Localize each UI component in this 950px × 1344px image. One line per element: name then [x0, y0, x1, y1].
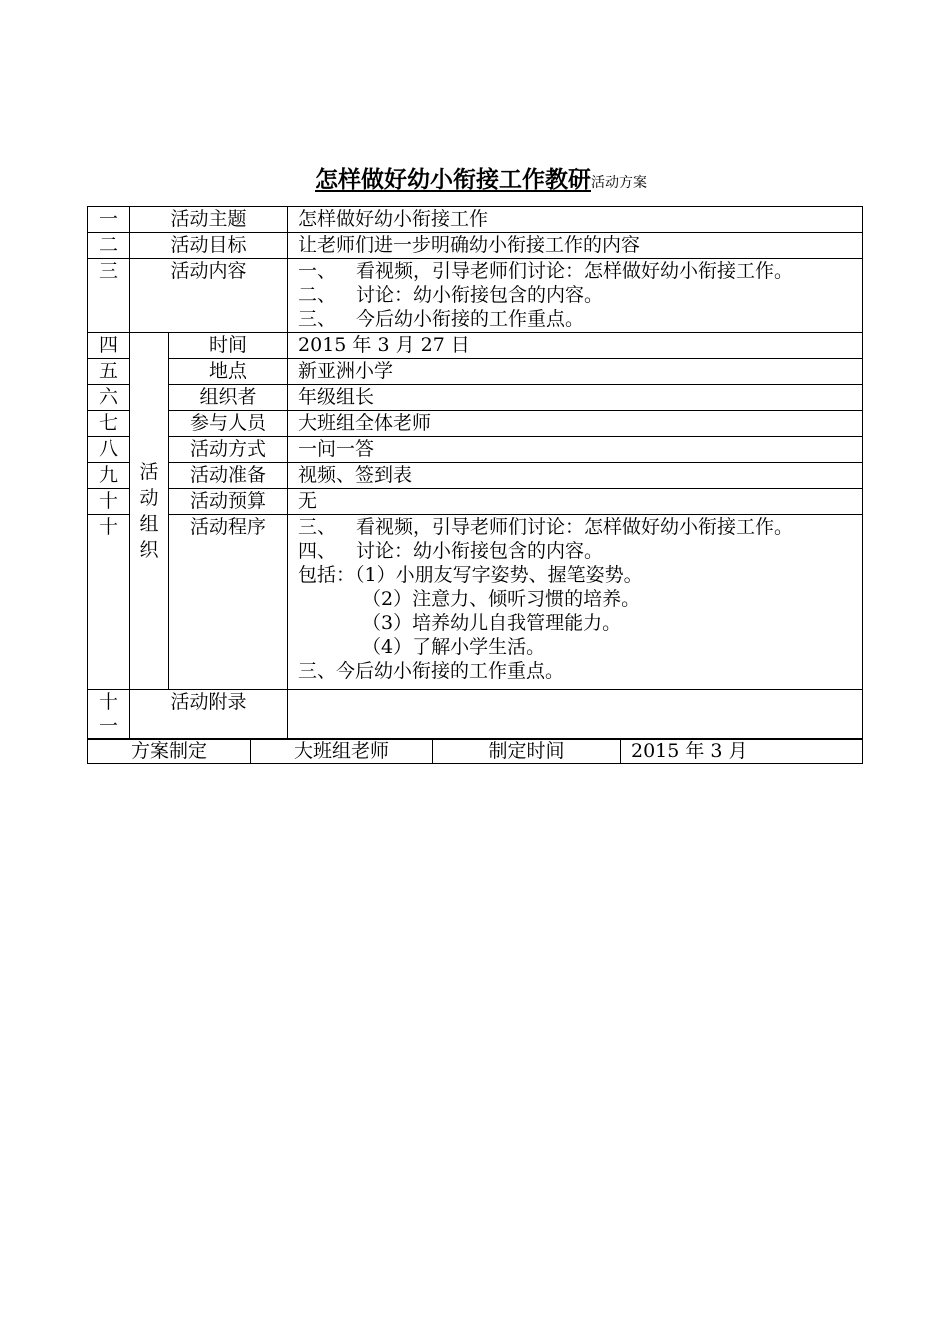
procedure-content	[288, 515, 863, 690]
row-label: 地点	[169, 359, 288, 385]
org-group-label: 活 动 组 织	[130, 333, 169, 690]
table-row	[88, 385, 863, 411]
title-sub: 活动方案	[591, 175, 647, 191]
table-row	[88, 515, 863, 690]
row-label: 活动准备	[169, 463, 288, 489]
list-item: 二、 讨论：幼小衔接包含的内容。	[298, 284, 604, 306]
row-content	[288, 690, 863, 740]
footer-table	[87, 738, 863, 764]
table-row	[88, 690, 863, 740]
list-item: 三、今后幼小衔接的工作重点。	[298, 660, 565, 682]
row-number: 六	[88, 385, 130, 411]
row-content: 新亚洲小学	[288, 359, 863, 385]
row-label: 时间	[169, 333, 288, 359]
row-content: 无	[288, 489, 863, 515]
row-label: 活动目标	[130, 233, 288, 259]
row-number: 一	[88, 207, 130, 233]
list-item: （2）注意力、倾听习惯的培养。	[362, 588, 641, 610]
table-row	[88, 411, 863, 437]
row-label: 活动主题	[130, 207, 288, 233]
plan-author-value: 大班组老师	[251, 739, 433, 764]
row-content: 2015 年 3 月 27 日	[288, 333, 863, 359]
row-number: 五	[88, 359, 130, 385]
row-number: 十 一	[88, 690, 130, 740]
table-row	[88, 437, 863, 463]
row-content: 年级组长	[288, 385, 863, 411]
row-number: 八	[88, 437, 130, 463]
list-item: 三、 今后幼小衔接的工作重点。	[298, 308, 585, 330]
table-row	[88, 333, 863, 359]
table-row	[88, 463, 863, 489]
row-number: 十	[88, 515, 130, 690]
document-title	[0, 166, 950, 197]
row-number: 九	[88, 463, 130, 489]
row-content: 让老师们进一步明确幼小衔接工作的内容	[288, 233, 863, 259]
row-number: 二	[88, 233, 130, 259]
list-item: 一、 看视频，引导老师们讨论：怎样做好幼小衔接工作。	[298, 260, 794, 282]
table-row	[88, 259, 863, 333]
plan-date-label: 制定时间	[433, 739, 621, 764]
list-item: 包括：（1）小朋友写字姿势、握笔姿势。	[298, 564, 643, 586]
row-content: 一问一答	[288, 437, 863, 463]
list-item: （3）培养幼儿自我管理能力。	[362, 612, 622, 634]
row-content	[288, 259, 863, 333]
row-number: 七	[88, 411, 130, 437]
row-label: 参与人员	[169, 411, 288, 437]
table-row	[88, 739, 863, 764]
list-item: （4）了解小学生活。	[362, 636, 546, 658]
list-item: 四、 讨论：幼小衔接包含的内容。	[298, 540, 604, 562]
plan-table	[87, 206, 863, 740]
row-content: 大班组全体老师	[288, 411, 863, 437]
row-label: 活动附录	[130, 690, 288, 740]
row-number: 四	[88, 333, 130, 359]
title-main: 怎样做好幼小衔接工作教研	[315, 166, 591, 193]
table-row	[88, 359, 863, 385]
row-label: 活动预算	[169, 489, 288, 515]
row-label: 活动方式	[169, 437, 288, 463]
row-number: 十	[88, 489, 130, 515]
row-number: 三	[88, 259, 130, 333]
row-label: 组织者	[169, 385, 288, 411]
table-row	[88, 207, 863, 233]
table-row	[88, 233, 863, 259]
list-item: 三、 看视频，引导老师们讨论：怎样做好幼小衔接工作。	[298, 516, 794, 538]
row-content: 怎样做好幼小衔接工作	[288, 207, 863, 233]
plan-author-label: 方案制定	[88, 739, 251, 764]
row-content: 视频、签到表	[288, 463, 863, 489]
plan-date-value: 2015 年 3 月	[621, 739, 863, 764]
table-row	[88, 489, 863, 515]
row-label: 活动内容	[130, 259, 288, 333]
row-label: 活动程序	[169, 515, 288, 690]
